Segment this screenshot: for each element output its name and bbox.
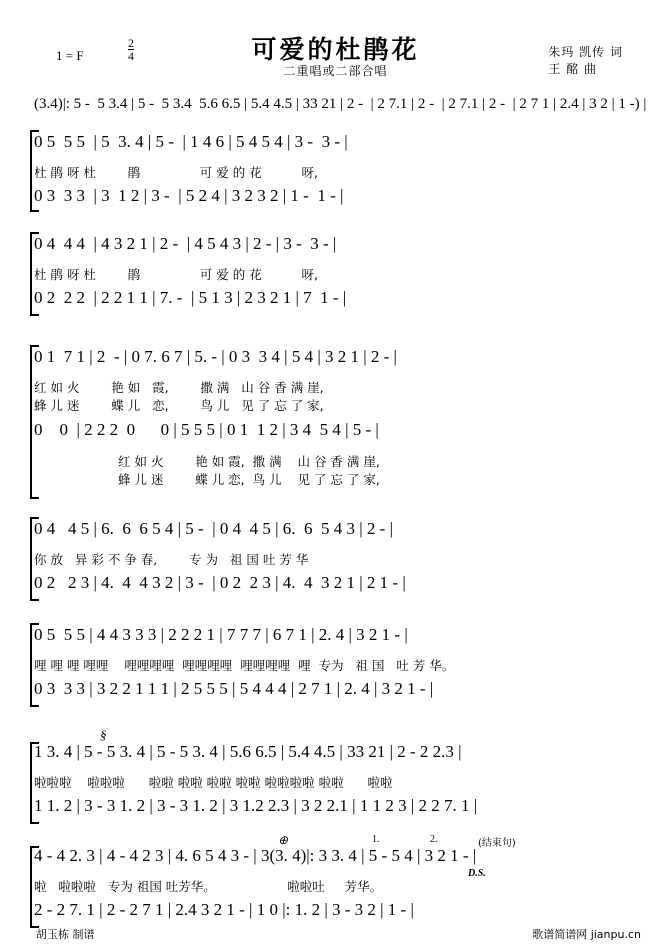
intro-notes: (3.4)|: 5 - 5 3.4 | 5 - 5 3.4 5.6 6.5 | 5.4 4.5 | 33 21 | 2 - | 2 7.1 | 2 - | 2 7.1 | 2 - | 2 7 1 | 2.4 | 3 2 | 1 -) | <box>34 96 647 112</box>
system-7-voice-2: 2 - 2 7. 1 | 2 - 2 7 1 | 2.4 3 2 1 - | 1 0 |: 1. 2 | 3 - 3 2 | 1 - | <box>34 900 414 919</box>
segno-mark: § <box>100 727 107 742</box>
engraver-credit: 胡玉栋 制谱 <box>36 928 95 941</box>
system-7-voice-1: 4 - 4 2. 3 | 4 - 4 2 3 | 4. 6 5 4 3 - | 3(3. 4)|: 3 3. 4 | 5 - 5 4 | 3 2 1 - | <box>34 846 477 865</box>
system-2-lyric-1: 杜 鹃 呀 杜 鹃 可 爱 的 花 呀, <box>34 267 318 282</box>
system-7-lyric-1: 啦 啦啦啦 专为 祖国 吐芳华。 啦啦吐 芳华。 <box>34 879 383 894</box>
lyricist-credit: 朱玛 凯传 词 <box>548 45 623 59</box>
system-3-lyric-1b: 蜂 儿 迷 蝶 儿 恋, 鸟 儿 见 了 忘 了 家, <box>34 398 324 413</box>
time-signature <box>128 38 134 62</box>
system-2-voice-2: 0 2 2 2 | 2 2 1 1 | 7. - | 5 1 3 | 2 3 2 1 | 7 1 - | <box>34 288 347 307</box>
coda-note-label: (结束句) <box>478 838 516 849</box>
system-2-voice-1: 0 4 4 4 | 4 3 2 1 | 2 - | 4 5 4 3 | 2 - | 3 - 3 - | <box>34 234 337 253</box>
coda-icon: ⊕ <box>278 833 289 847</box>
system-4-voice-2: 0 2 2 3 | 4. 4 4 3 2 | 3 - | 0 2 2 3 | 4. 4 3 2 1 | 2 1 - | <box>34 573 406 592</box>
time-signature-numerator: 2 <box>128 36 134 50</box>
site-credit: 歌谱简谱网 jianpu.cn <box>532 928 641 941</box>
system-6-lyric-1: 啦啦啦 啦啦啦 啦啦 啦啦 啦啦 啦啦 啦啦啦啦 啦啦 啦啦 <box>34 775 393 790</box>
system-3-lyric-1a: 红 如 火 艳 如 霞, 撒 满 山 谷 香 满 崖, <box>34 380 324 395</box>
system-3-lyric-2b: 蜂 儿 迷 蝶 儿 恋, 鸟 儿 见 了 忘 了 家, <box>118 472 380 487</box>
ending-1-label: 1. <box>372 834 380 845</box>
system-3-lyric-2a: 红 如 火 艳 如 霞, 撒 满 山 谷 香 满 崖, <box>118 454 380 469</box>
page-title: 可爱的杜鹃花 <box>251 35 420 64</box>
composer-credit: 王 酩 曲 <box>548 62 597 76</box>
system-1-voice-2: 0 3 3 3 | 3 1 2 | 3 - | 5 2 4 | 3 2 3 2 | 1 - 1 - | <box>34 186 344 205</box>
system-1-lyric-1: 杜 鹃 呀 杜 鹃 可 爱 的 花 呀, <box>34 165 318 180</box>
page-subtitle: 二重唱或二部合唱 <box>283 64 388 78</box>
system-6-voice-2: 1 1. 2 | 3 - 3 1. 2 | 3 - 3 1. 2 | 3 1.2 2.3 | 3 2 2.1 | 1 1 2 3 | 2 2 7. 1 | <box>34 796 478 815</box>
system-3-voice-2: 0 0 | 2 2 2 0 0 | 5 5 5 | 0 1 1 2 | 3 4 5 4 | 5 - | <box>34 420 379 439</box>
ending-2-label: 2. <box>430 834 438 845</box>
system-5-lyric-1: 哩 哩 哩 哩哩 哩哩哩哩 哩哩哩哩 哩哩哩哩 哩 专为 祖 国 吐 芳 华。 <box>34 658 455 673</box>
system-3-voice-1: 0 1 7 1 | 2 - | 0 7. 6 7 | 5. - | 0 3 3 4 | 5 4 | 3 2 1 | 2 - | <box>34 347 397 366</box>
key-signature: 1 = F <box>56 48 84 63</box>
system-6-voice-1: 1 3. 4 | 5 - 5 3. 4 | 5 - 5 3. 4 | 5.6 6.5 | 5.4 4.5 | 33 21 | 2 - 2 2.3 | <box>34 742 462 761</box>
system-4-voice-1: 0 4 4 5 | 6. 6 6 5 4 | 5 - | 0 4 4 5 | 6. 6 5 4 3 | 2 - | <box>34 519 393 538</box>
time-signature-denominator: 4 <box>128 49 134 63</box>
system-5-voice-2: 0 3 3 3 | 3 2 2 1 1 1 | 2 5 5 5 | 5 4 4 4 | 2 7 1 | 2. 4 | 3 2 1 - | <box>34 679 434 698</box>
ds-mark: D.S. <box>468 868 486 879</box>
system-4-lyric-1: 你 放 异 彩 不 争 春, 专 为 祖 国 吐 芳 华 <box>34 552 309 567</box>
system-1-voice-1: 0 5 5 5 | 5 3. 4 | 5 - | 1 4 6 | 5 4 5 4 | 3 - 3 - | <box>34 132 348 151</box>
system-5-voice-1: 0 5 5 5 | 4 4 3 3 3 | 2 2 2 1 | 7 7 7 | 6 7 1 | 2. 4 | 3 2 1 - | <box>34 625 408 644</box>
credits <box>548 44 623 78</box>
